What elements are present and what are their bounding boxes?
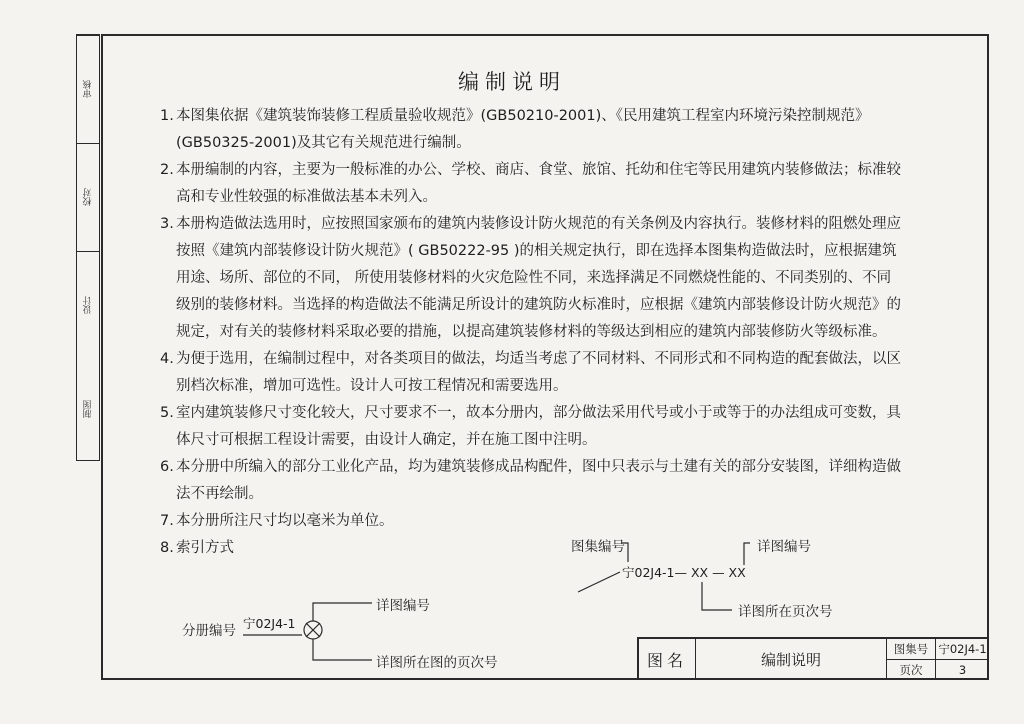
item-text: 为便于选用，在编制过程中，对各类项目的做法，均适当考虑了不同材料、不同形式和不同构造的配套做法，以区别档次标准，增加可选性。设计人可按工程情况和需要选用。 [176,351,901,394]
page-no-label: 页次 [887,660,936,680]
notes-list [160,103,905,562]
volume-label: 分册编号 [182,623,236,639]
approval-drawing: 制图 [83,400,94,419]
item-number: 4. [160,351,174,367]
drawing-name-label: 图名 [639,639,696,680]
item-number: 8. [160,540,174,556]
title-block-meta [887,639,989,680]
detail-number-label: 详图编号 [376,598,430,614]
list-item [160,346,905,400]
atlas-no-value: 宁02J4-1 [938,642,987,656]
item-number: 2. [160,162,174,178]
page-title: 编制说明 [458,70,566,94]
atlas-index-code: 宁02J4-1— XX — XX [622,565,746,580]
item-number: 6. [160,459,174,475]
title-block [637,637,989,680]
item-text: 索引方式 [176,540,234,556]
atlas-no-label: 图集号 [887,639,936,659]
item-number: 5. [160,405,174,421]
drawing-name-value: 编制说明 [696,639,887,680]
volume-code: 宁02J4-1 [243,616,296,631]
item-number: 1. [160,108,174,124]
approval-check: 校对 [77,143,99,251]
detail-page-label-right: 详图所在页次号 [738,604,833,620]
item-text: 本分册所注尺寸均以毫米为单位。 [176,513,394,529]
approval-strip [76,34,100,461]
item-number: 7. [160,513,174,529]
item-text: 室内建筑装修尺寸变化较大，尺寸要求不一，故本分册内，部分做法采用代号或小于或等于的办法组成可变数，具体尺寸可根据工程设计需要，由设计人确定，并在施工图中注明。 [176,405,901,448]
atlas-number-label: 图集编号 [571,539,625,555]
list-item [160,103,905,157]
list-item [160,508,905,535]
list-item [160,535,905,562]
item-text: 本图集依据《建筑装饰装修工程质量验收规范》(GB50210-2001)、《民用建筑工程室内环境污染控制规范》(GB50325-2001)及其它有关规范进行编制。 [176,108,870,151]
list-item [160,454,905,508]
approval-review: 审核 [77,35,99,143]
item-text: 本册构造做法选用时，应按照国家颁布的建筑内装修设计防火规范的有关条例及内容执行。装修材料的阻燃处理应按照《建筑内部装修设计防火规范》( GB50222-95 )的相关规定执行，即在选择本图集构造做法时，应根据建筑用途、场所、部位的不同， 所使用装修材料的火灾危险性不同，来选择满足不同燃烧性能的、不同类别的、不同级别的装修材料。当选择的构造做法不能满足所设计的建筑防火标准时，应根据《建筑内部装修设计防火规范》的规定，对有关的装修材料采取必要的措施，以提高建筑装修材料的等级达到相应的建筑内部装修防火等级标准。 [176,216,901,340]
detail-number-label-right: 详图编号 [757,539,811,555]
approval-design: 设计 [77,251,99,359]
list-item [160,157,905,211]
item-number: 3. [160,216,174,232]
page-no-value: 3 [958,663,967,677]
list-item [160,211,905,346]
item-text: 本分册中所编入的部分工业化产品，均为建筑装修成品构配件，图中只表示与土建有关的部分安装图，详细构造做法不再绘制。 [176,459,901,502]
list-item [160,400,905,454]
item-text: 本册编制的内容，主要为一般标准的办公、学校、商店、食堂、旅馆、托幼和住宅等民用建筑内装修做法；标准较高和专业性较强的标准做法基本未列入。 [176,162,901,205]
detail-page-label: 详图所在图的页次号 [376,655,498,671]
